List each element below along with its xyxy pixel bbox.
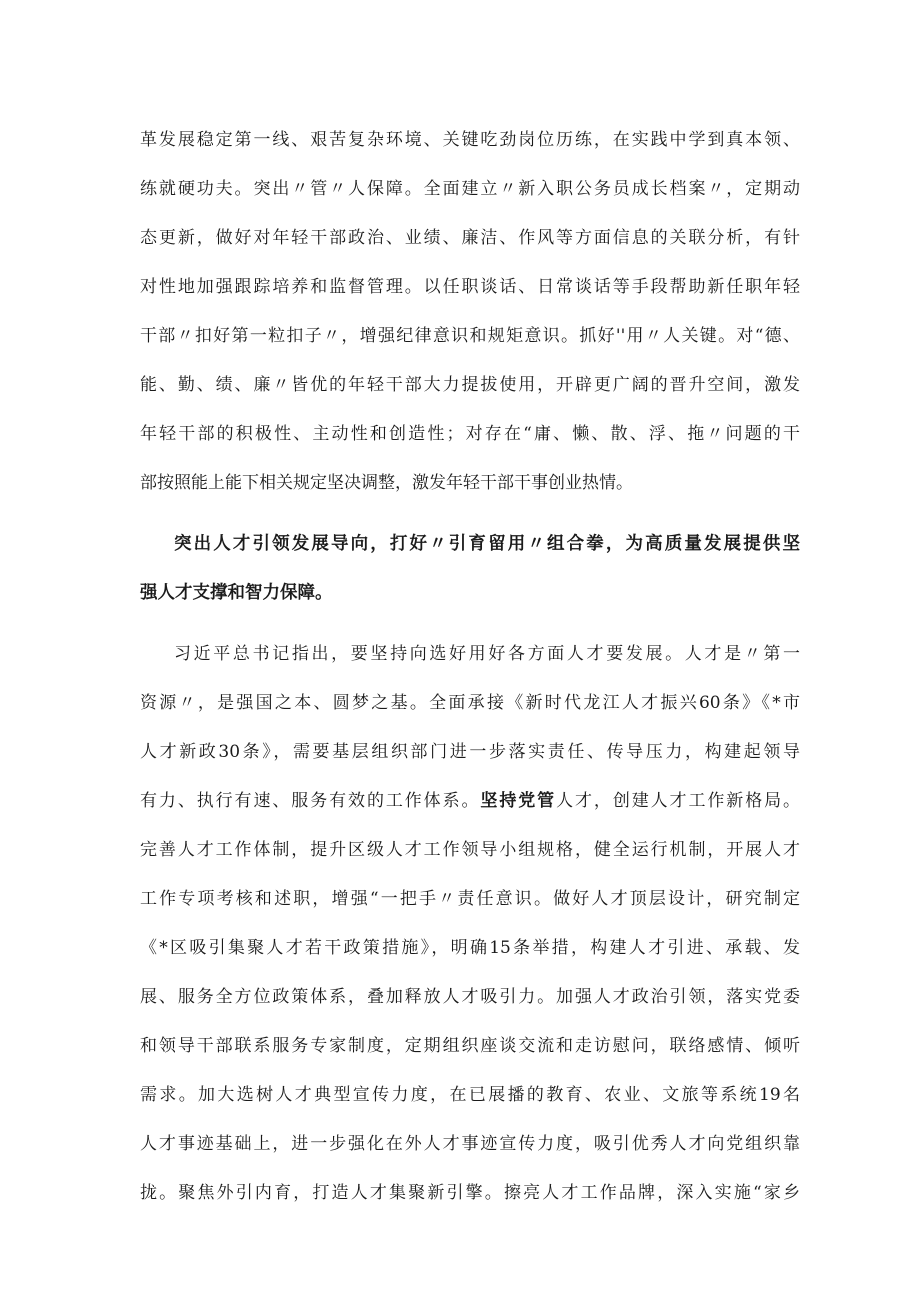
text-line: 和领导干部联系服务专家制度，定期组织座谈交流和走访慰问，联络感情、倾听 — [140, 1036, 800, 1056]
heading-line: 强人才支撑和智力保障。 — [140, 583, 333, 603]
text-line: 练就硬功夫。突出〃管〃人保障。全面建立〃新入职公务员成长档案〃，定期动 — [140, 179, 800, 199]
paragraph-cadre-management — [140, 116, 800, 508]
document-page — [140, 116, 800, 1218]
text-line: 完善人才工作体制，提升区级人才工作领导小组规格，健全运行机制，开展人才 — [140, 840, 800, 860]
text-line: 态更新，做好对年轻干部政治、业绩、廉洁、作风等方面信息的关联分析，有针 — [140, 228, 800, 248]
text-line: 展、服务全方位政策体系，叠加释放人才吸引力。加强人才政治引领，落实党委 — [140, 987, 800, 1007]
text-line: 拢。聚焦外引内育，打造人才集聚新引擎。擦亮人才工作品牌，深入实施“家乡 — [140, 1183, 800, 1203]
text-line: 干部〃扣好第一粒扣子〃，增强纪律意识和规矩意识。抓好''用〃人关键。对“德、 — [140, 326, 800, 346]
text-span: 人才，创建人才工作新格局。 — [556, 791, 801, 811]
paragraph-talent-work — [140, 630, 800, 1218]
section-heading — [140, 520, 800, 618]
text-span: 有力、执行有速、服务有效的工作体系。 — [140, 791, 481, 811]
text-line: 人才新政30条》，需要基层组织部门进一步落实责任、传导压力，构建起领导 — [140, 742, 800, 762]
text-line: 习近平总书记指出，要坚持向选好用好各方面人才要发展。人才是〃第一 — [174, 644, 800, 664]
text-line: 年轻干部的积极性、主动性和创造性；对存在“庸、懒、散、浮、拖〃问题的干 — [140, 424, 800, 444]
text-line: 部按照能上能下相关规定坚决调整，激发年轻干部干事创业热情。 — [140, 473, 633, 493]
text-line: 对性地加强跟踪培养和监督管理。以任职谈话、日常谈话等手段帮助新任职年轻 — [140, 277, 800, 297]
text-line — [140, 777, 800, 826]
bold-phrase: 坚持党管 — [480, 791, 557, 811]
text-line: 需求。加大选树人才典型宣传力度，在已展播的教育、农业、文旅等系统19名 — [140, 1085, 800, 1105]
text-line: 资源〃，是强国之本、圆梦之基。全面承接《新时代龙江人才振兴60条》《*市 — [140, 693, 800, 713]
text-line: 革发展稳定第一线、艰苦复杂环境、关键吃劲岗位历练，在实践中学到真本领、 — [140, 130, 800, 150]
text-line: 能、勤、绩、廉〃皆优的年轻干部大力提拔使用，开辟更广阔的晋升空间，激发 — [140, 375, 800, 395]
text-line: 《*区吸引集聚人才若干政策措施》，明确15条举措，构建人才引进、承载、发 — [140, 938, 800, 958]
heading-line: 突出人才引领发展导向，打好〃引育留用〃组合拳，为高质量发展提供坚 — [174, 534, 800, 554]
text-line: 人才事迹基础上，进一步强化在外人才事迹宣传力度，吸引优秀人才向党组织靠 — [140, 1134, 800, 1154]
text-line: 工作专项考核和述职，增强“一把手〃责任意识。做好人才顶层设计，研究制定 — [140, 889, 800, 909]
